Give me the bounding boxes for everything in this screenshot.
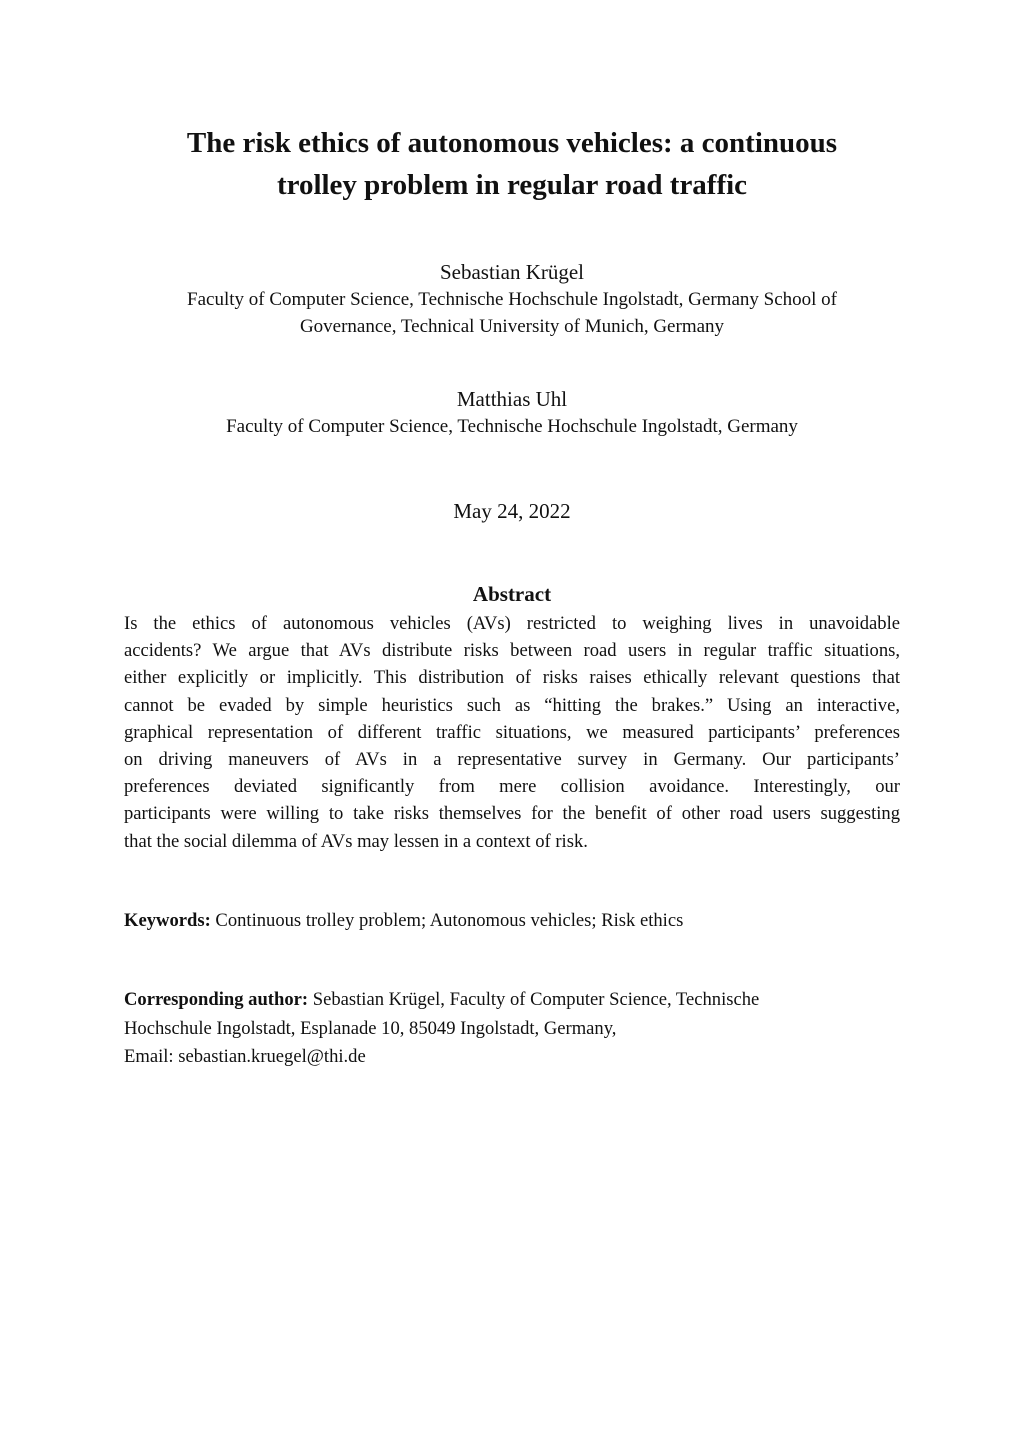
abstract-body (124, 610, 900, 855)
abstract-line: cannot be evaded by simple heuristics such as “hitting the brakes.” Using an interactive, (124, 694, 900, 716)
corresponding-text: Sebastian Krügel, Faculty of Computer Science, Technische (308, 989, 760, 1010)
corresponding-author (124, 986, 900, 1072)
author-affiliation (100, 413, 924, 440)
author-name: Sebastian Krügel (439, 260, 585, 284)
affiliation-line: Faculty of Computer Science, Technische Hochschule Ingolstadt, Germany (226, 416, 798, 437)
abstract-line: Is the ethics of autonomous vehicles (AVs) restricted to weighing lives in unavoidable (124, 613, 900, 634)
author-affiliation (100, 286, 924, 340)
abstract-line: on driving maneuvers of AVs in a representative survey in Germany. Our participants’ (124, 749, 900, 771)
abstract-line: that the social dilemma of AVs may lessen in a context of risk. (124, 830, 588, 852)
paper-title-line-1: The risk ethics of autonomous vehicles: a continuous (186, 127, 838, 159)
abstract-line: accidents? We argue that AVs distribute risks between road users in regular traffic situations, (124, 640, 900, 662)
affiliation-line: Governance, Technical University of Munich, Germany (299, 316, 725, 337)
abstract-heading: Abstract (472, 582, 552, 606)
abstract-line: preferences deviated significantly from mere collision avoidance. Interestingly, our (124, 776, 900, 798)
paper-title (112, 122, 912, 206)
abstract-line: participants were willing to take risks themselves for the benefit of other road users suggesting (124, 803, 900, 825)
corresponding-email: Email: sebastian.kruegel@thi.de (124, 1046, 366, 1067)
keywords-text: Continuous trolley problem; Autonomous vehicles; Risk ethics (210, 910, 684, 931)
keywords (124, 907, 900, 935)
corresponding-line-1 (124, 986, 900, 1015)
author-name: Matthias Uhl (456, 387, 568, 411)
paper-title-line-2: trolley problem in regular road traffic (276, 169, 748, 201)
abstract-line: graphical representation of different traffic situations, we measured participants’ preferences (124, 721, 900, 743)
author-block-2 (100, 385, 924, 440)
affiliation-line: Faculty of Computer Science, Technische Hochschule Ingolstadt, Germany School of (187, 289, 837, 310)
abstract-line: either explicitly or implicitly. This distribution of risks raises ethically relevant questions that (124, 667, 900, 689)
author-block-1 (100, 258, 924, 340)
publication-date: May 24, 2022 (453, 499, 571, 523)
keywords-label: Keywords: (124, 910, 211, 931)
corresponding-line-2: Hochschule Ingolstadt, Esplanade 10, 85049 Ingolstadt, Germany, (124, 1017, 617, 1039)
corresponding-label: Corresponding author: (124, 989, 309, 1010)
